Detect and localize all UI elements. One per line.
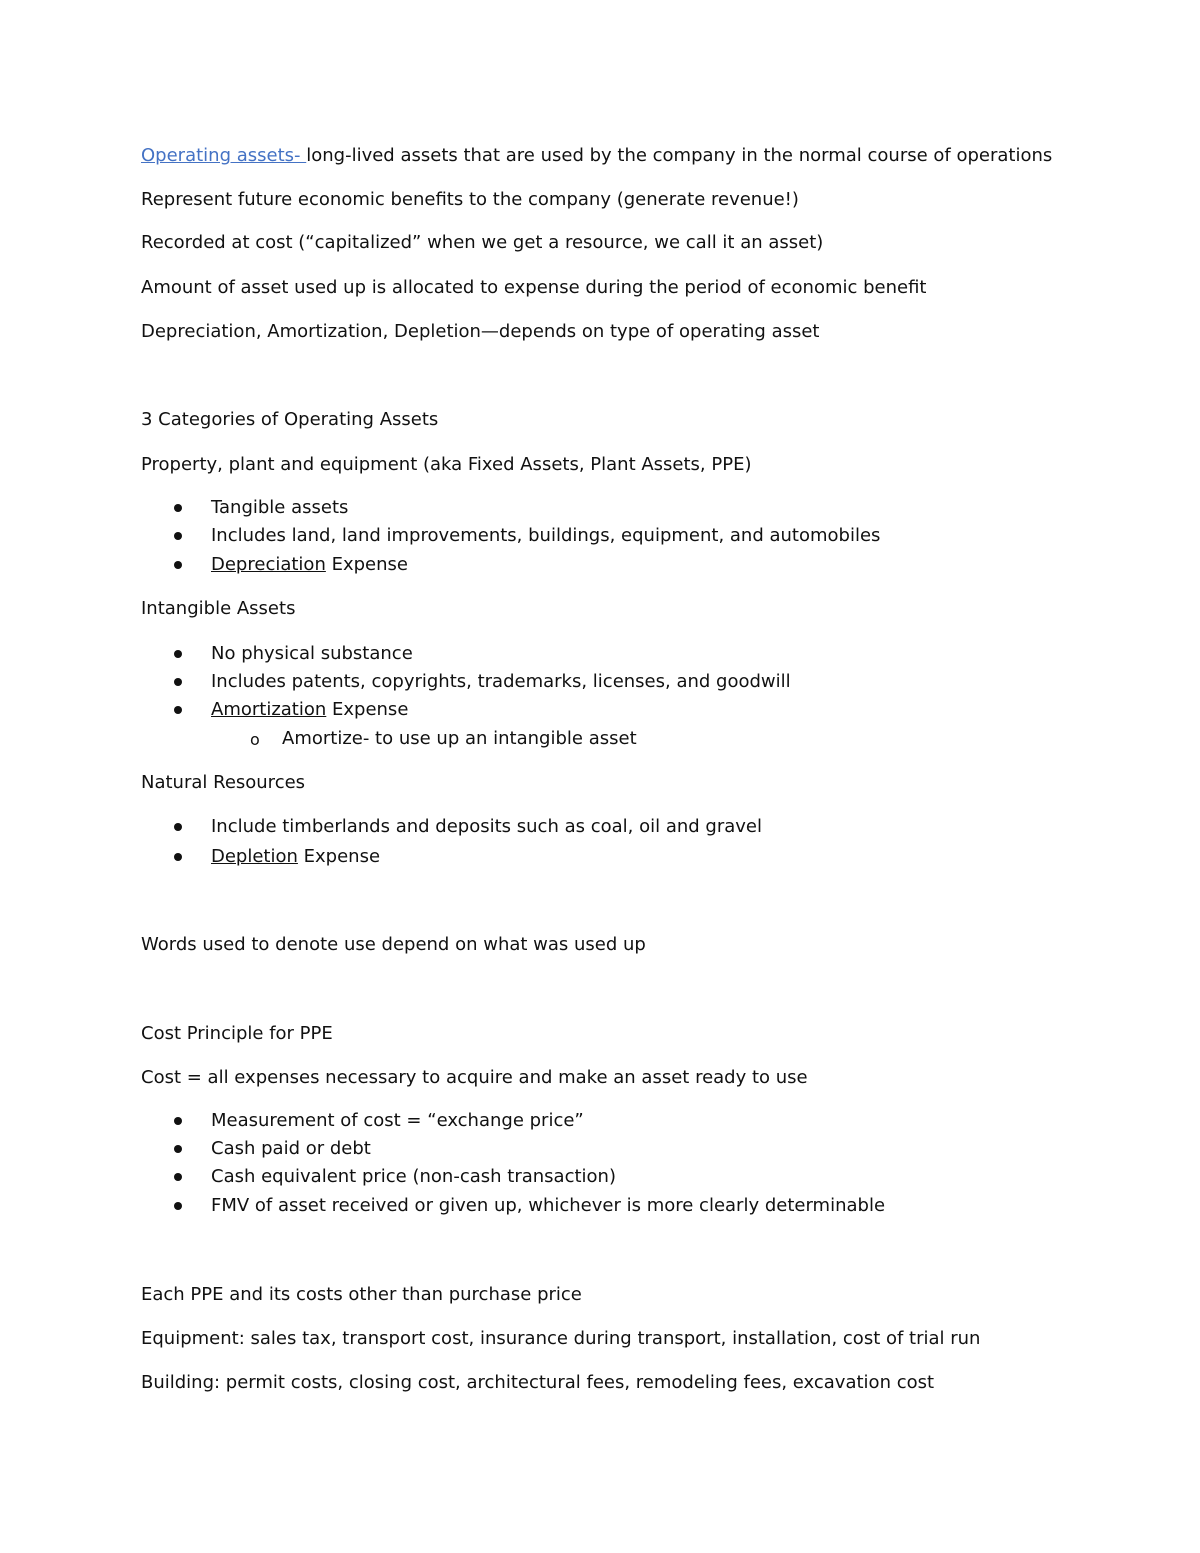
natural-resources-heading: Natural Resources xyxy=(141,772,306,793)
bullet-icon xyxy=(174,1202,182,1210)
list-item: Cash paid or debt xyxy=(211,1138,371,1159)
list-item: Include timberlands and deposits such as coal, oil and gravel xyxy=(211,816,762,837)
intro-line: Depreciation, Amortization, Depletion—depends on type of operating asset xyxy=(141,321,820,342)
bullet-icon xyxy=(174,650,182,658)
bullet-icon xyxy=(174,706,182,714)
list-item: No physical substance xyxy=(211,643,413,664)
expense-suffix: Expense xyxy=(297,846,381,867)
other-costs-heading: Each PPE and its costs other than purchase price xyxy=(141,1284,582,1305)
amortization-term: Amortization xyxy=(211,699,327,720)
bullet-icon xyxy=(174,678,182,686)
sub-bullet-icon: o xyxy=(250,730,260,749)
operating-assets-link[interactable]: Operating assets- xyxy=(141,145,307,166)
list-item xyxy=(211,554,408,576)
list-item xyxy=(211,699,408,721)
ppe-heading: Property, plant and equipment (aka Fixed Assets, Plant Assets, PPE) xyxy=(141,454,752,475)
sub-list-item: Amortize- to use up an intangible asset xyxy=(282,728,637,749)
intro-line: Recorded at cost (“capitalized” when we get a resource, we call it an asset) xyxy=(141,232,824,253)
cost-principle-heading: Cost Principle for PPE xyxy=(141,1023,333,1044)
equipment-costs-line: Equipment: sales tax, transport cost, insurance during transport, installation, cost of trial run xyxy=(141,1328,981,1349)
building-costs-line: Building: permit costs, closing cost, architectural fees, remodeling fees, excavation cost xyxy=(141,1372,935,1393)
words-note: Words used to denote use depend on what was used up xyxy=(141,934,646,955)
list-item: Tangible assets xyxy=(211,497,349,518)
list-item: FMV of asset received or given up, whichever is more clearly determinable xyxy=(211,1195,886,1216)
intangible-heading: Intangible Assets xyxy=(141,598,296,619)
bullet-icon xyxy=(174,504,182,512)
list-item: Measurement of cost = “exchange price” xyxy=(211,1110,584,1131)
list-item: Cash equivalent price (non-cash transaction) xyxy=(211,1166,616,1187)
bullet-icon xyxy=(174,823,182,831)
bullet-icon xyxy=(174,853,182,861)
expense-suffix: Expense xyxy=(325,554,408,575)
definition-text: long-lived assets that are used by the company in the normal course of operations xyxy=(306,145,1053,166)
bullet-icon xyxy=(174,532,182,540)
list-item xyxy=(211,846,380,868)
bullet-icon xyxy=(174,1117,182,1125)
intro-line: Represent future economic benefits to the company (generate revenue!) xyxy=(141,189,799,210)
operating-assets-definition xyxy=(141,145,1052,167)
bullet-icon xyxy=(174,1145,182,1153)
section-heading: 3 Categories of Operating Assets xyxy=(141,409,439,430)
bullet-icon xyxy=(174,1173,182,1181)
bullet-icon xyxy=(174,561,182,569)
depreciation-term: Depreciation xyxy=(211,554,326,575)
cost-definition: Cost = all expenses necessary to acquire and make an asset ready to use xyxy=(141,1067,808,1088)
list-item: Includes land, land improvements, buildings, equipment, and automobiles xyxy=(211,525,881,546)
depletion-term: Depletion xyxy=(211,846,298,867)
expense-suffix: Expense xyxy=(326,699,409,720)
intro-line: Amount of asset used up is allocated to expense during the period of economic benefit xyxy=(141,277,927,298)
list-item: Includes patents, copyrights, trademarks, licenses, and goodwill xyxy=(211,671,791,692)
